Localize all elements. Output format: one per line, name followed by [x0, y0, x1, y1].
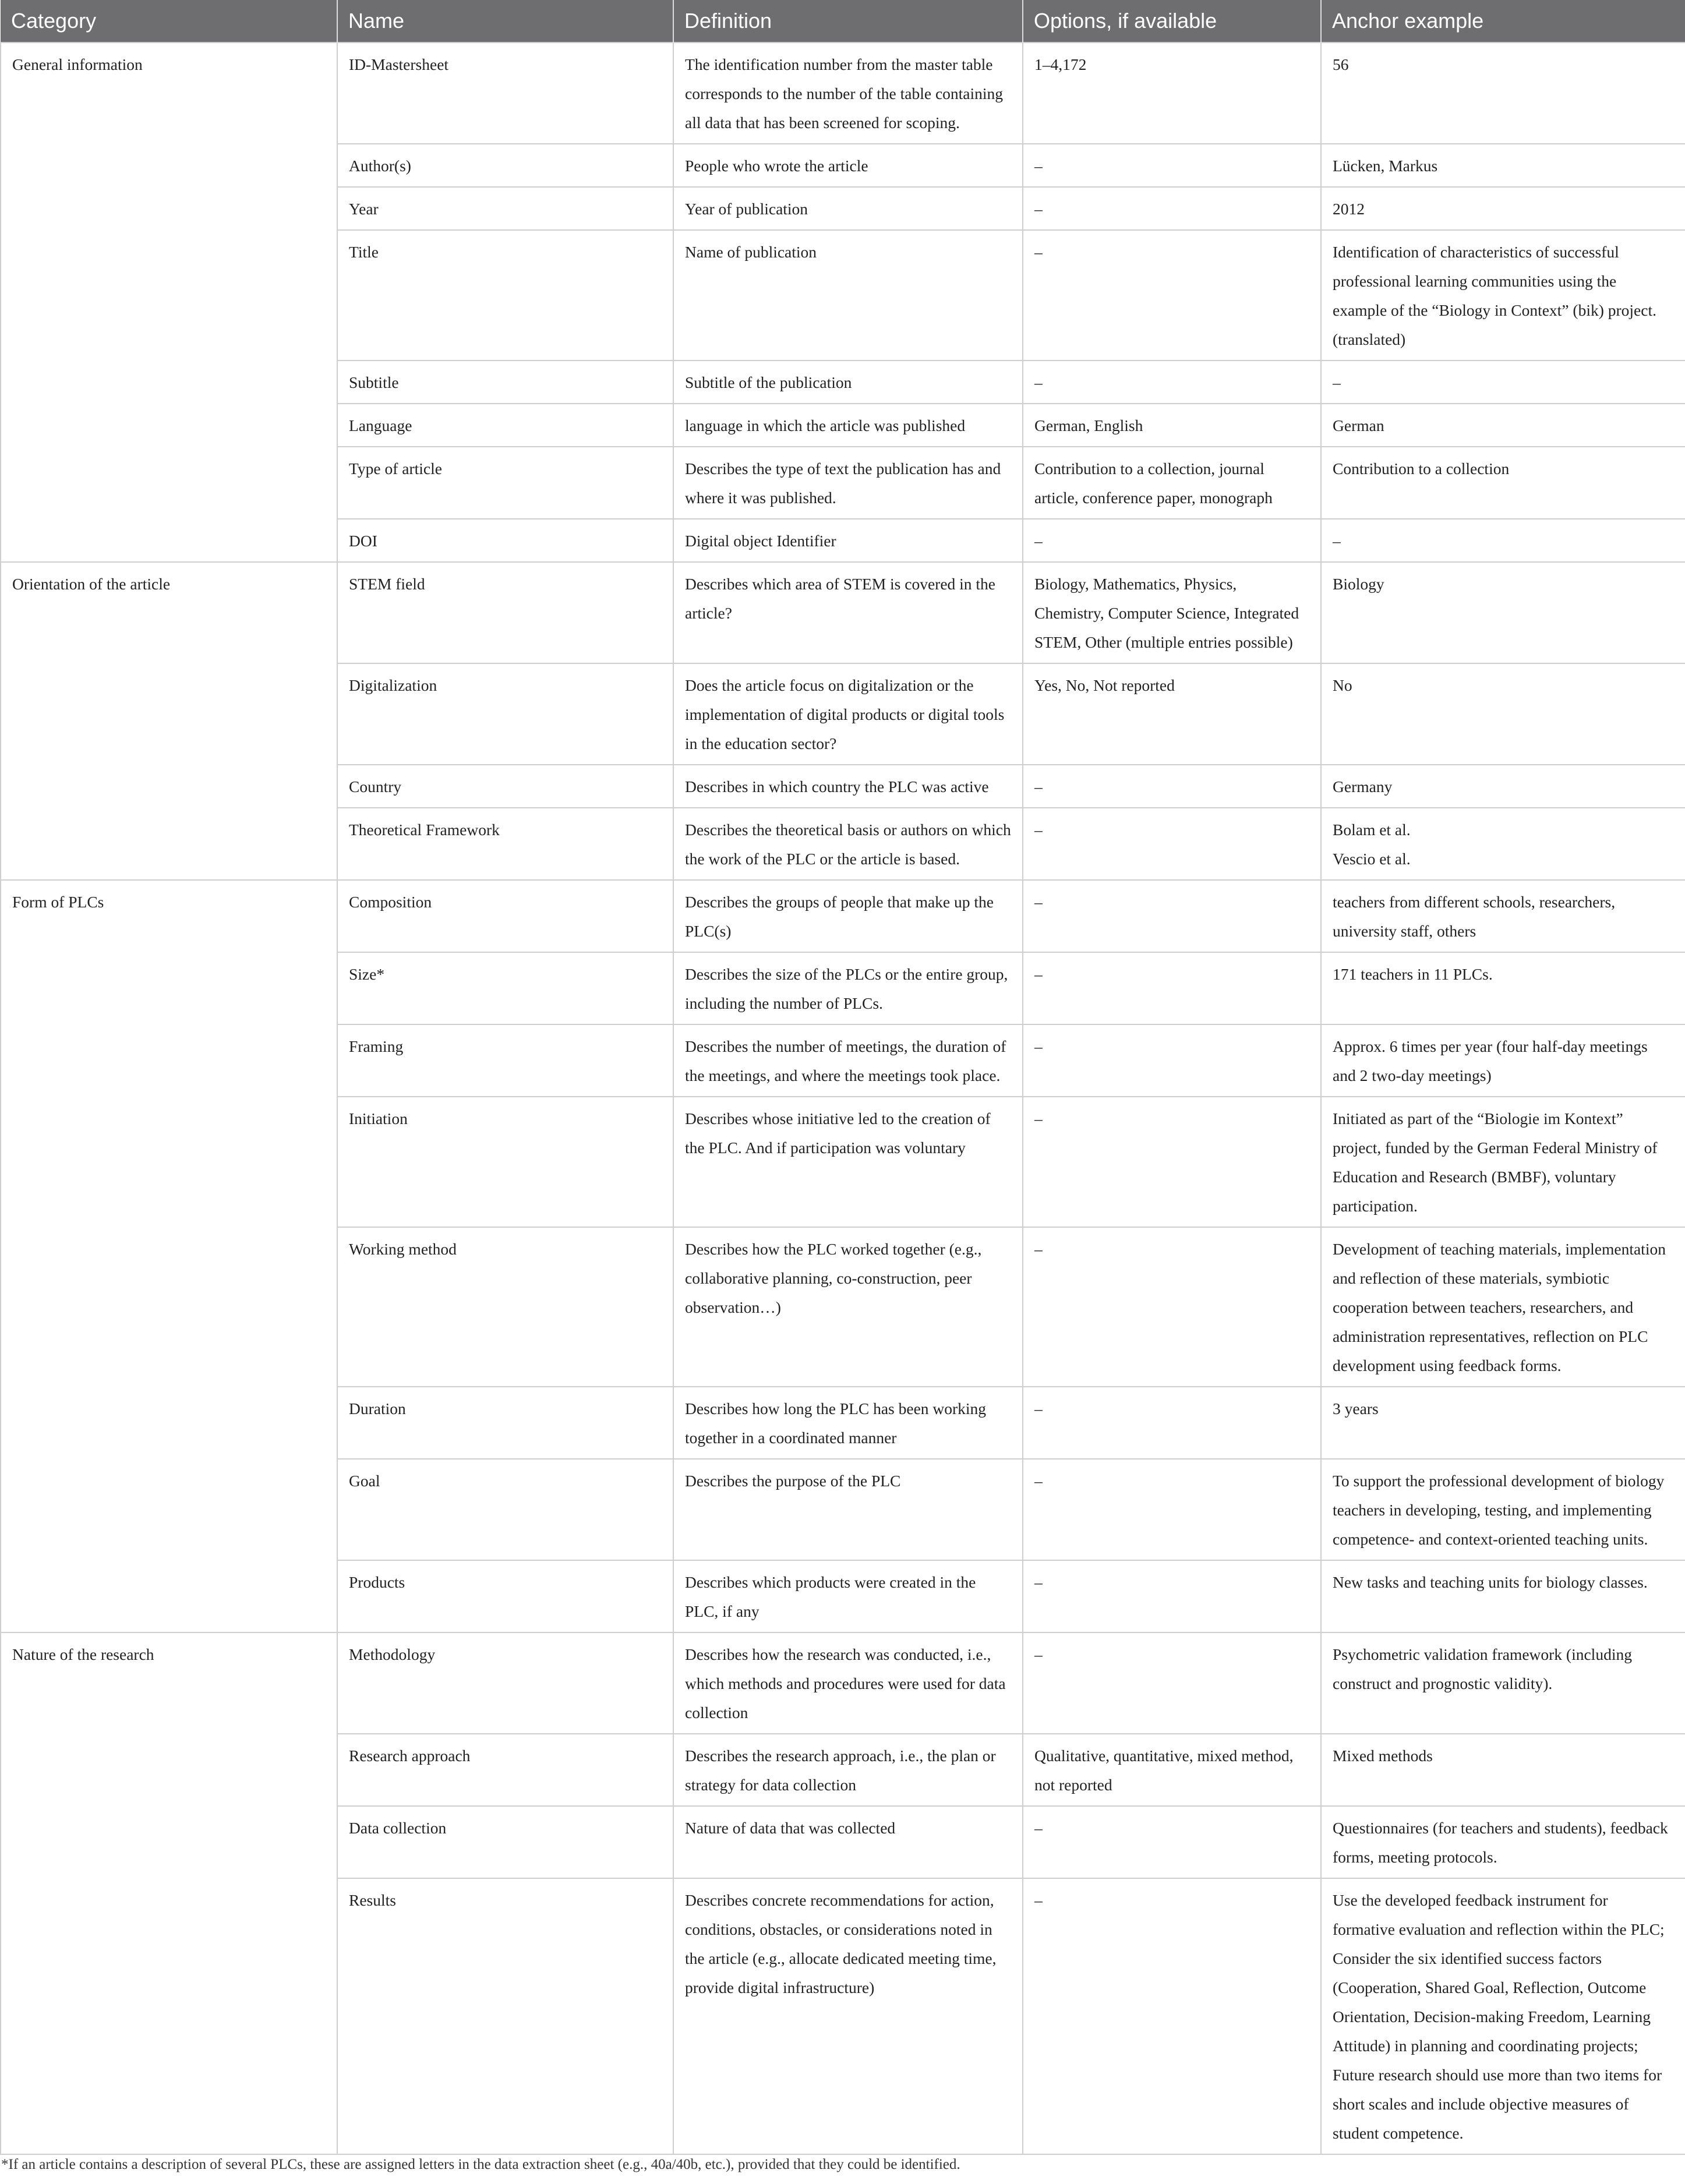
options-cell: Contribution to a collection, journal article, conference paper, monograph [1023, 447, 1321, 519]
name-cell: Working method [337, 1227, 673, 1387]
name-cell: Goal [337, 1459, 673, 1560]
name-cell: Subtitle [337, 361, 673, 404]
anchor-cell: Germany [1321, 765, 1685, 808]
definition-cell: People who wrote the article [673, 144, 1023, 187]
anchor-cell: – [1321, 519, 1685, 562]
column-header-name: Name [337, 0, 673, 43]
anchor-cell: Initiated as part of the “Biologie im Kontext” project, funded by the German Federal Ministry of Education and Research (BMBF), voluntary participation. [1321, 1097, 1685, 1227]
name-cell: Methodology [337, 1632, 673, 1734]
options-cell: – [1023, 1227, 1321, 1387]
options-cell: – [1023, 1097, 1321, 1227]
options-cell: – [1023, 1806, 1321, 1878]
name-cell: Theoretical Framework [337, 808, 673, 880]
anchor-cell: New tasks and teaching units for biology classes. [1321, 1560, 1685, 1632]
table-header [1, 0, 1685, 43]
name-cell: DOI [337, 519, 673, 562]
definition-cell: The identification number from the master table corresponds to the number of the table containing all data that has been screened for scoping. [673, 43, 1023, 144]
definition-cell: Describes which area of STEM is covered in the article? [673, 562, 1023, 663]
anchor-line: Vescio et al. [1333, 850, 1411, 868]
definition-cell: Nature of data that was collected [673, 1806, 1023, 1878]
category-cell: General information [1, 43, 337, 562]
options-cell: – [1023, 1632, 1321, 1734]
options-cell: – [1023, 187, 1321, 230]
anchor-cell: 3 years [1321, 1387, 1685, 1459]
anchor-cell: Biology [1321, 562, 1685, 663]
anchor-cell: Use the developed feedback instrument for formative evaluation and reflection within the PLC; Consider the six identified success factors (Cooperation, Shared Goal, Reflection, Outcome Orientation, Decision-making Freedom, Learning Attitude) in planning and coordinating projects; Future research should use more than two items for short scales and include objective measures of student competence. [1321, 1878, 1685, 2154]
anchor-cell: Questionnaires (for teachers and students), feedback forms, meeting protocols. [1321, 1806, 1685, 1878]
options-cell: – [1023, 1024, 1321, 1097]
name-cell: Framing [337, 1024, 673, 1097]
anchor-cell: Identification of characteristics of successful professional learning communities using the example of the “Biology in Context” (bik) project. (translated) [1321, 230, 1685, 361]
options-cell: – [1023, 519, 1321, 562]
anchor-cell: 2012 [1321, 187, 1685, 230]
definition-cell: Describes the type of text the publication has and where it was published. [673, 447, 1023, 519]
anchor-cell [1321, 808, 1685, 880]
column-header-options: Options, if available [1023, 0, 1321, 43]
anchor-cell: German [1321, 404, 1685, 447]
table-row [1, 43, 1685, 144]
definition-cell: Describes the purpose of the PLC [673, 1459, 1023, 1560]
anchor-cell: Development of teaching materials, implementation and reflection of these materials, symbiotic cooperation between teachers, researchers, and administration representatives, reflection on PLC development using feedback forms. [1321, 1227, 1685, 1387]
name-cell: ID-Mastersheet [337, 43, 673, 144]
table-body [1, 43, 1685, 2154]
options-cell: – [1023, 144, 1321, 187]
name-cell: Type of article [337, 447, 673, 519]
name-cell: Composition [337, 880, 673, 952]
definition-cell: Describes the size of the PLCs or the entire group, including the number of PLCs. [673, 952, 1023, 1024]
definition-cell: Subtitle of the publication [673, 361, 1023, 404]
anchor-cell: teachers from different schools, researchers, university staff, others [1321, 880, 1685, 952]
name-cell: Language [337, 404, 673, 447]
category-cell: Form of PLCs [1, 880, 337, 1632]
options-cell: – [1023, 765, 1321, 808]
definition-cell: Describes how long the PLC has been working together in a coordinated manner [673, 1387, 1023, 1459]
anchor-cell: 171 teachers in 11 PLCs. [1321, 952, 1685, 1024]
anchor-cell: To support the professional development of biology teachers in developing, testing, and implementing competence- and context-oriented teaching units. [1321, 1459, 1685, 1560]
name-cell: Digitalization [337, 663, 673, 765]
anchor-cell: No [1321, 663, 1685, 765]
definition-cell: Describes the groups of people that make up the PLC(s) [673, 880, 1023, 952]
anchor-cell: 56 [1321, 43, 1685, 144]
options-cell: – [1023, 361, 1321, 404]
options-cell: – [1023, 1387, 1321, 1459]
name-cell: Initiation [337, 1097, 673, 1227]
name-cell: Products [337, 1560, 673, 1632]
definition-cell: language in which the article was published [673, 404, 1023, 447]
category-cell: Orientation of the article [1, 562, 337, 880]
definition-cell: Describes the number of meetings, the duration of the meetings, and where the meetings took place. [673, 1024, 1023, 1097]
column-header-definition: Definition [673, 0, 1023, 43]
definition-cell: Describes whose initiative led to the creation of the PLC. And if participation was voluntary [673, 1097, 1023, 1227]
definition-cell: Describes the research approach, i.e., the plan or strategy for data collection [673, 1734, 1023, 1806]
definition-cell: Describes concrete recommendations for action, conditions, obstacles, or considerations noted in the article (e.g., allocate dedicated meeting time, provide digital infrastructure) [673, 1878, 1023, 2154]
anchor-line: Bolam et al. [1333, 821, 1411, 839]
options-cell: Yes, No, Not reported [1023, 663, 1321, 765]
table-row [1, 880, 1685, 952]
options-cell: Qualitative, quantitative, mixed method, not reported [1023, 1734, 1321, 1806]
options-cell: – [1023, 230, 1321, 361]
column-header-category: Category [1, 0, 337, 43]
definition-cell: Describes how the research was conducted, i.e., which methods and procedures were used for data collection [673, 1632, 1023, 1734]
name-cell: Results [337, 1878, 673, 2154]
name-cell: Country [337, 765, 673, 808]
name-cell: Author(s) [337, 144, 673, 187]
anchor-cell: Lücken, Markus [1321, 144, 1685, 187]
header-row [1, 0, 1685, 43]
definition-cell: Does the article focus on digitalization or the implementation of digital products or digital tools in the education sector? [673, 663, 1023, 765]
name-cell: Duration [337, 1387, 673, 1459]
anchor-cell: Contribution to a collection [1321, 447, 1685, 519]
name-cell: Data collection [337, 1806, 673, 1878]
table-row [1, 562, 1685, 663]
anchor-cell: Approx. 6 times per year (four half-day meetings and 2 two-day meetings) [1321, 1024, 1685, 1097]
anchor-cell: Psychometric validation framework (including construct and prognostic validity). [1321, 1632, 1685, 1734]
options-cell: – [1023, 1560, 1321, 1632]
category-cell: Nature of the research [1, 1632, 337, 2154]
table-footnote: *If an article contains a description of several PLCs, these are assigned letters in the data extraction sheet (e.g., 40a/40b, etc.), provided that they could be identified. [1, 2157, 960, 2172]
options-cell: German, English [1023, 404, 1321, 447]
options-cell: – [1023, 1878, 1321, 2154]
name-cell: Year [337, 187, 673, 230]
name-cell: Size* [337, 952, 673, 1024]
definition-cell: Name of publication [673, 230, 1023, 361]
options-cell: – [1023, 952, 1321, 1024]
definition-cell: Describes in which country the PLC was active [673, 765, 1023, 808]
options-cell: – [1023, 880, 1321, 952]
anchor-cell: Mixed methods [1321, 1734, 1685, 1806]
definition-cell: Describes the theoretical basis or authors on which the work of the PLC or the article is based. [673, 808, 1023, 880]
column-header-anchor-example: Anchor example [1321, 0, 1685, 43]
table-row [1, 1632, 1685, 1734]
options-cell: – [1023, 808, 1321, 880]
definition-cell: Describes how the PLC worked together (e.g., collaborative planning, co-construction, peer observation…) [673, 1227, 1023, 1387]
options-cell: Biology, Mathematics, Physics, Chemistry, Computer Science, Integrated STEM, Other (multiple entries possible) [1023, 562, 1321, 663]
definition-cell: Describes which products were created in the PLC, if any [673, 1560, 1023, 1632]
options-cell: – [1023, 1459, 1321, 1560]
options-cell: 1–4,172 [1023, 43, 1321, 144]
definition-cell: Digital object Identifier [673, 519, 1023, 562]
definition-cell: Year of publication [673, 187, 1023, 230]
name-cell: Research approach [337, 1734, 673, 1806]
name-cell: STEM field [337, 562, 673, 663]
anchor-cell: – [1321, 361, 1685, 404]
name-cell: Title [337, 230, 673, 361]
